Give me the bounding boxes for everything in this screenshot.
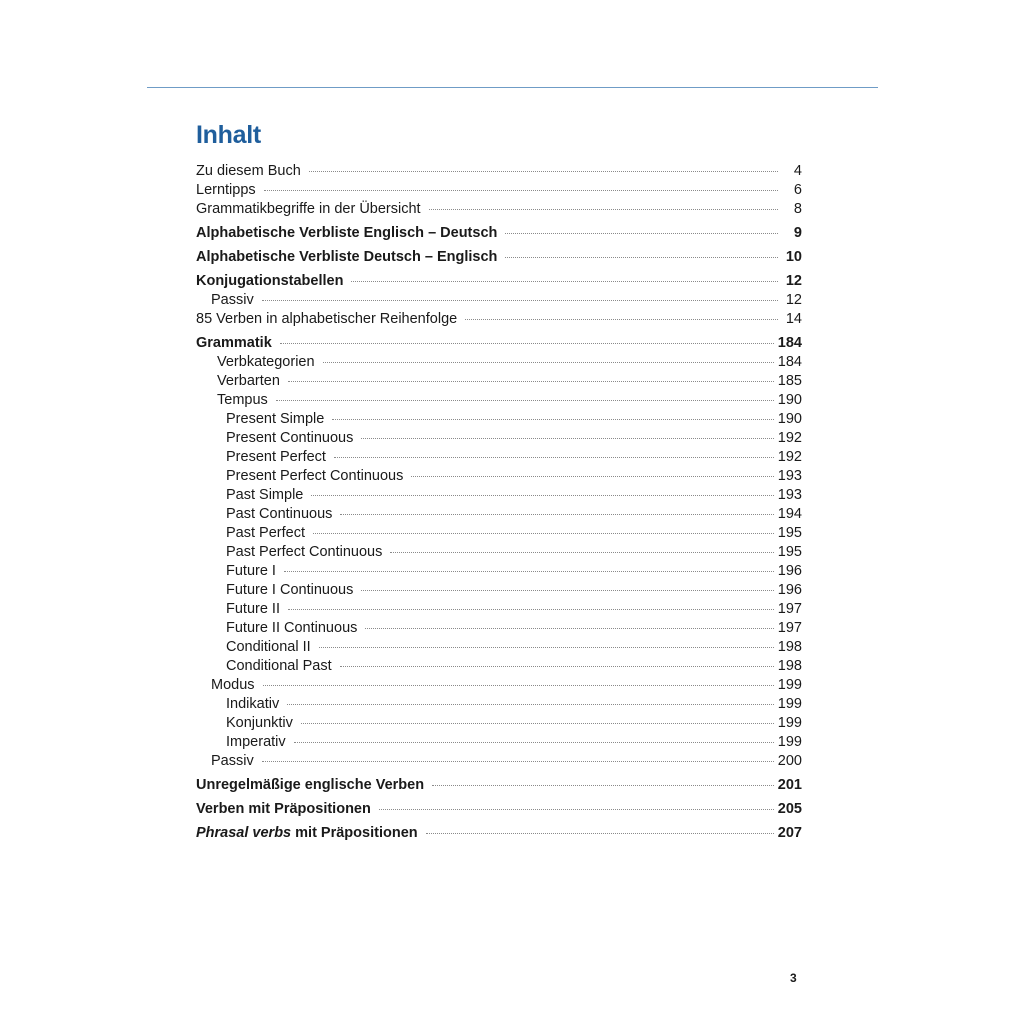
toc-entry[interactable]	[196, 505, 802, 524]
toc-entry-label: Past Continuous	[226, 506, 333, 522]
toc-entry[interactable]	[196, 410, 802, 429]
toc-entry-label: Grammatikbegriffe in der Übersicht	[196, 201, 421, 217]
dot-leader	[284, 571, 774, 572]
dot-leader	[332, 419, 773, 420]
toc-entry[interactable]	[196, 752, 802, 771]
toc-entry-label: Indikativ	[226, 696, 280, 712]
toc-entry-page: 197	[777, 601, 802, 617]
toc-entry-page: 6	[793, 182, 802, 198]
toc-entry-label: Imperativ	[226, 734, 286, 750]
toc-entry-label: Past Simple	[226, 487, 304, 503]
toc-entry[interactable]	[196, 429, 802, 448]
toc-entry-page: 192	[777, 430, 802, 446]
toc-entry-label: Present Perfect	[226, 449, 326, 465]
toc-entry[interactable]	[196, 657, 802, 676]
toc-entry-label: Future II Continuous	[226, 620, 358, 636]
toc-entry-label: Konjugationstabellen	[196, 273, 344, 289]
toc-entry-page: 199	[777, 734, 802, 750]
toc-entry-label: Future I	[226, 563, 276, 579]
toc-entry-label: Past Perfect Continuous	[226, 544, 383, 560]
toc-entry[interactable]	[196, 600, 802, 619]
toc-entry[interactable]	[196, 486, 802, 505]
dot-leader	[323, 362, 774, 363]
toc-entry-label: Alphabetische Verbliste Deutsch – Englisch	[196, 249, 498, 265]
toc-entry-label: Verben mit Präpositionen	[196, 801, 371, 817]
toc-entry-label: Unregelmäßige englische Verben	[196, 777, 425, 793]
toc-entry-page: 12	[785, 292, 802, 308]
dot-leader	[309, 171, 778, 172]
toc-entry[interactable]	[196, 543, 802, 562]
toc-entry-label: Modus	[211, 677, 255, 693]
toc-entry-label: Future I Continuous	[226, 582, 354, 598]
dot-leader	[264, 190, 778, 191]
toc-entry-label: Tempus	[217, 392, 268, 408]
table-of-contents	[196, 162, 802, 843]
toc-entry[interactable]	[196, 353, 802, 372]
dot-leader	[390, 552, 773, 553]
toc-entry-label: Present Continuous	[226, 430, 354, 446]
toc-entry[interactable]	[196, 310, 802, 329]
toc-entry-label: Alphabetische Verbliste Englisch – Deutsch	[196, 225, 498, 241]
toc-entry-label: Present Perfect Continuous	[226, 468, 404, 484]
dot-leader	[426, 833, 774, 834]
toc-entry-page: 4	[793, 163, 802, 179]
toc-entry-page: 205	[777, 801, 802, 817]
dot-leader	[351, 281, 778, 282]
toc-entry-page: 194	[777, 506, 802, 522]
dot-leader	[319, 647, 774, 648]
dot-leader	[311, 495, 773, 496]
toc-entry-label: 85 Verben in alphabetischer Reihenfolge	[196, 311, 458, 327]
toc-entry-label: Present Simple	[226, 411, 325, 427]
toc-entry-label: Verbkategorien	[217, 354, 315, 370]
dot-leader	[263, 685, 774, 686]
toc-entry-page: 193	[777, 487, 802, 503]
toc-entry-label: Past Perfect	[226, 525, 305, 541]
dot-leader	[361, 590, 773, 591]
toc-entry-page: 185	[777, 373, 802, 389]
dot-leader	[465, 319, 778, 320]
toc-entry-page: 198	[777, 658, 802, 674]
toc-entry[interactable]	[196, 162, 802, 181]
dot-leader	[301, 723, 774, 724]
toc-entry-page: 197	[777, 620, 802, 636]
toc-entry[interactable]	[196, 823, 802, 843]
toc-entry-page: 184	[777, 335, 802, 351]
toc-entry[interactable]	[196, 714, 802, 733]
dot-leader	[262, 761, 774, 762]
toc-entry-page: 199	[777, 677, 802, 693]
toc-entry[interactable]	[196, 467, 802, 486]
toc-entry-page: 190	[777, 411, 802, 427]
dot-leader	[276, 400, 774, 401]
toc-entry[interactable]	[196, 676, 802, 695]
page-number: 3	[790, 971, 797, 985]
toc-entry-page: 199	[777, 715, 802, 731]
dot-leader	[505, 233, 778, 234]
dot-leader	[288, 381, 774, 382]
dot-leader	[262, 300, 778, 301]
toc-entry[interactable]	[196, 695, 802, 714]
toc-entry-label: Conditional II	[226, 639, 311, 655]
toc-entry-page: 8	[793, 201, 802, 217]
dot-leader	[505, 257, 778, 258]
toc-entry[interactable]	[196, 448, 802, 467]
toc-entry-page: 12	[785, 273, 802, 289]
toc-entry-label: Verbarten	[217, 373, 280, 389]
dot-leader	[361, 438, 773, 439]
toc-entry-page: 199	[777, 696, 802, 712]
dot-leader	[288, 609, 774, 610]
toc-entry-page: 192	[777, 449, 802, 465]
toc-entry-page: 190	[777, 392, 802, 408]
toc-entry[interactable]	[196, 799, 802, 819]
toc-entry[interactable]	[196, 223, 802, 243]
dot-leader	[432, 785, 774, 786]
toc-entry-page: 195	[777, 544, 802, 560]
toc-entry-page: 193	[777, 468, 802, 484]
toc-entry-page: 200	[777, 753, 802, 769]
dot-leader	[365, 628, 773, 629]
dot-leader	[340, 514, 773, 515]
dot-leader	[429, 209, 778, 210]
toc-entry[interactable]	[196, 638, 802, 657]
toc-entry-label: Phrasal verbs mit Präpositionen	[196, 825, 418, 841]
toc-entry[interactable]	[196, 200, 802, 219]
toc-entry-label: Conditional Past	[226, 658, 332, 674]
toc-entry-page: 198	[777, 639, 802, 655]
toc-entry-page: 10	[785, 249, 802, 265]
toc-entry-page: 196	[777, 563, 802, 579]
toc-entry[interactable]	[196, 524, 802, 543]
dot-leader	[334, 457, 774, 458]
toc-entry-label: Grammatik	[196, 335, 272, 351]
toc-entry-label: Konjunktiv	[226, 715, 293, 731]
toc-entry[interactable]	[196, 333, 802, 353]
dot-leader	[379, 809, 774, 810]
toc-entry[interactable]	[196, 372, 802, 391]
toc-entry-page: 9	[793, 225, 802, 241]
toc-entry[interactable]	[196, 581, 802, 600]
toc-entry[interactable]	[196, 271, 802, 291]
dot-leader	[313, 533, 774, 534]
toc-entry[interactable]	[196, 247, 802, 267]
dot-leader	[411, 476, 773, 477]
toc-entry[interactable]	[196, 775, 802, 795]
page-title: Inhalt	[196, 121, 261, 149]
toc-entry[interactable]	[196, 391, 802, 410]
toc-entry-page: 184	[777, 354, 802, 370]
toc-entry[interactable]	[196, 733, 802, 752]
toc-entry[interactable]	[196, 181, 802, 200]
toc-entry-label: Future II	[226, 601, 280, 617]
dot-leader	[280, 343, 774, 344]
toc-entry-label: Passiv	[211, 292, 254, 308]
toc-entry-page: 196	[777, 582, 802, 598]
toc-entry-label: Passiv	[211, 753, 254, 769]
toc-entry[interactable]	[196, 562, 802, 581]
toc-entry-label: Lerntipps	[196, 182, 256, 198]
toc-entry-page: 195	[777, 525, 802, 541]
toc-entry[interactable]	[196, 619, 802, 638]
dot-leader	[340, 666, 774, 667]
toc-entry-page: 14	[785, 311, 802, 327]
dot-leader	[287, 704, 774, 705]
toc-entry[interactable]	[196, 291, 802, 310]
toc-entry-label: Zu diesem Buch	[196, 163, 301, 179]
toc-entry-page: 207	[777, 825, 802, 841]
dot-leader	[294, 742, 774, 743]
header-rule	[147, 87, 878, 88]
toc-entry-page: 201	[777, 777, 802, 793]
